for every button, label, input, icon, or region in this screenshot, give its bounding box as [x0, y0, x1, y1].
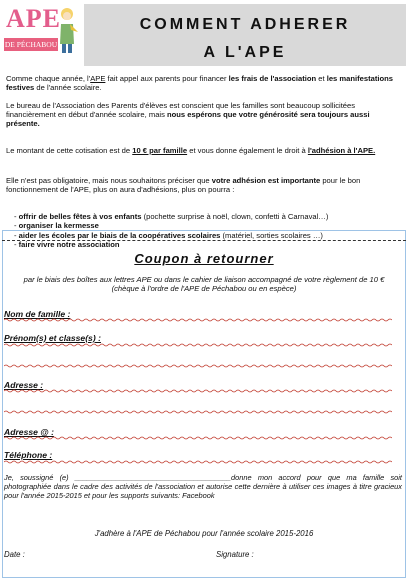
text: Le bureau de l'Association des Parents d'élèves est conscient que les familles sont beaucoup sollicitées financièrement en début d'année scolaire, mais [6, 101, 356, 120]
text: votre adhésion est importante [211, 176, 321, 185]
address-field[interactable] [4, 389, 392, 393]
cut-line [2, 240, 406, 241]
text: Comme chaque année, l' [6, 74, 91, 83]
photo-consent-text: Je, soussigné (e) ______________________________________donne mon accord pour que ma famille soit photographiée dans le cadre des activités de l'association et autorise cette dernière à utiliser ces images à titre gracieux pour l'année 2015-2015 et pour les supports suivants: Facebook [4, 473, 402, 500]
list-item: - offrir de belles fêtes à vos enfants (pochette surprise à noël, clown, confetti à Carnaval…) [14, 212, 329, 221]
text: Elle n'est pas obligatoire, mais nous souhaitons préciser que [6, 176, 212, 185]
text: l'adhésion à l'APE. [307, 146, 376, 155]
fee-amount: 10 € par famille [132, 146, 188, 155]
coupon-instructions: par le biais des boîtes aux lettres APE ou dans le cahier de liaison accompagné de votre règlement de 10 € (chèque à l'ordre de l'APE de Péchabou ou en espèce) [23, 275, 385, 294]
fee-paragraph [6, 146, 402, 155]
text: et [316, 74, 327, 83]
logo-subtitle: DE PÉCHABOU [4, 40, 58, 49]
list-item: - aider les écoles par le biais de la coopératives scolaires (matériel, sorties scolaires …) [14, 230, 323, 240]
text: APE [90, 74, 106, 83]
header [0, 0, 408, 70]
ape-logo [2, 2, 80, 62]
phone-label: Téléphone : [4, 450, 53, 460]
last-name-label: Nom de famille : [4, 309, 71, 319]
signature-label: Signature : [216, 550, 254, 559]
text: les frais de l'association [228, 74, 317, 83]
first-name-class-field[interactable] [4, 343, 392, 347]
text: de l'année scolaire. [34, 83, 102, 93]
page-title-box [84, 4, 406, 66]
intro-paragraph [6, 74, 402, 92]
budget-paragraph [6, 101, 402, 129]
address-label: Adresse : [4, 380, 44, 390]
text: nous espérons que votre générosité sera toujours aussi présente. [6, 110, 370, 129]
date-label: Date : [4, 550, 25, 559]
address-field-line2[interactable] [4, 410, 392, 414]
first-name-class-field-line2[interactable] [4, 364, 392, 368]
first-name-class-label: Prénom(s) et classe(s) : [4, 333, 101, 343]
little-prince-illustration [56, 6, 78, 54]
text: Le montant de cette cotisation est de [6, 146, 133, 155]
phone-field[interactable] [4, 460, 392, 464]
text: pour le bon fonctionnement de l'APE, plus on aura d'adhésions, plus on pourra : [6, 176, 361, 195]
page-title-line1: COMMENT ADHERER [139, 16, 351, 33]
text: fait appel aux parents pour financer [105, 74, 229, 83]
adhesion-statement: J'adhère à l'APE de Péchabou pour l'année scolaire 2015-2016 [94, 529, 314, 538]
importance-paragraph [6, 176, 402, 194]
text: et vous donne également le droit à [187, 146, 308, 155]
list-item: - faire vivre notre association [14, 240, 120, 250]
text: les manifestations festives [6, 74, 393, 93]
last-name-field[interactable] [4, 318, 392, 322]
page-title-line2: A L'APE [203, 44, 287, 61]
logo-title: APE [6, 4, 61, 33]
email-field[interactable] [4, 436, 392, 440]
email-label: Adresse @ : [4, 427, 54, 437]
list-item: - organiser la kermesse [14, 221, 99, 231]
coupon-title: Coupon à retourner [134, 251, 274, 266]
